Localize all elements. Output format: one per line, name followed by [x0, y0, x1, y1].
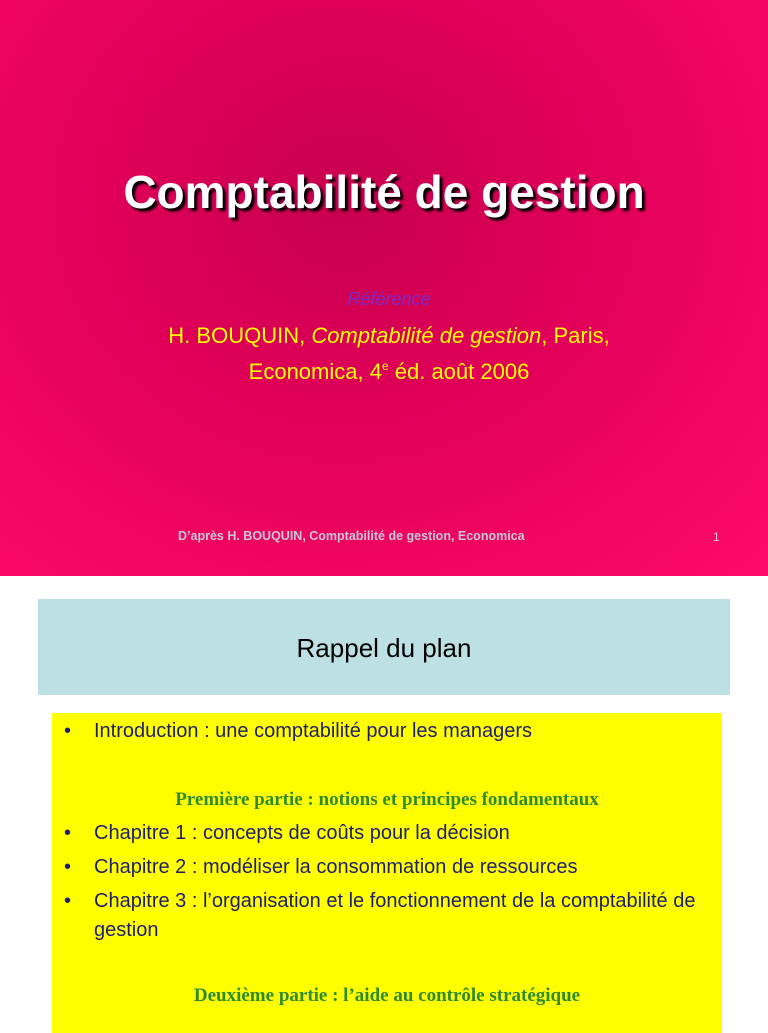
chapter-text: Chapitre 2 : modéliser la consommation de ressources [94, 856, 578, 878]
bullet-icon: • [64, 822, 72, 844]
citation-author: H. BOUQUIN, [168, 323, 312, 348]
part-one-heading: Première partie : notions et principes fondamentaux [175, 789, 599, 810]
plan-header [38, 599, 730, 695]
part-two-heading: Deuxième partie : l’aide au contrôle stratégique [193, 985, 581, 1006]
page-number: 1 [713, 530, 720, 544]
list-item-chapter-3 [64, 887, 714, 945]
list-item-intro [64, 717, 714, 746]
citation-edition-sup: e [381, 359, 389, 373]
plan-content [52, 713, 722, 1033]
chapter-text: Chapitre 3 : l’organisation et le fonctionnement de la comptabilité de gestion [94, 890, 696, 941]
plan-title: Rappel du plan [296, 633, 472, 663]
bullet-icon: • [64, 890, 72, 912]
reference-label: Référence [347, 289, 431, 309]
slide-footer: D’après H. BOUQUIN, Comptabilité de gestion, Economica [178, 529, 525, 543]
bullet-icon: • [64, 856, 72, 878]
chapter-text: Chapitre 1 : concepts de coûts pour la décision [94, 822, 510, 844]
slide-title: Comptabilité de gestion [123, 166, 645, 218]
bullet-icon: • [64, 720, 72, 742]
citation-edition: éd. août 2006 [388, 359, 530, 384]
list-item-chapter-1 [64, 819, 714, 848]
citation [0, 320, 768, 387]
citation-after-title: , Paris, [541, 323, 610, 348]
plan-slide [0, 576, 768, 1024]
citation-publisher: Economica, 4 [248, 359, 382, 384]
citation-book-title: Comptabilité de gestion [311, 323, 542, 348]
intro-text: Introduction : une comptabilité pour les managers [94, 720, 533, 742]
list-item-chapter-2 [64, 853, 714, 882]
